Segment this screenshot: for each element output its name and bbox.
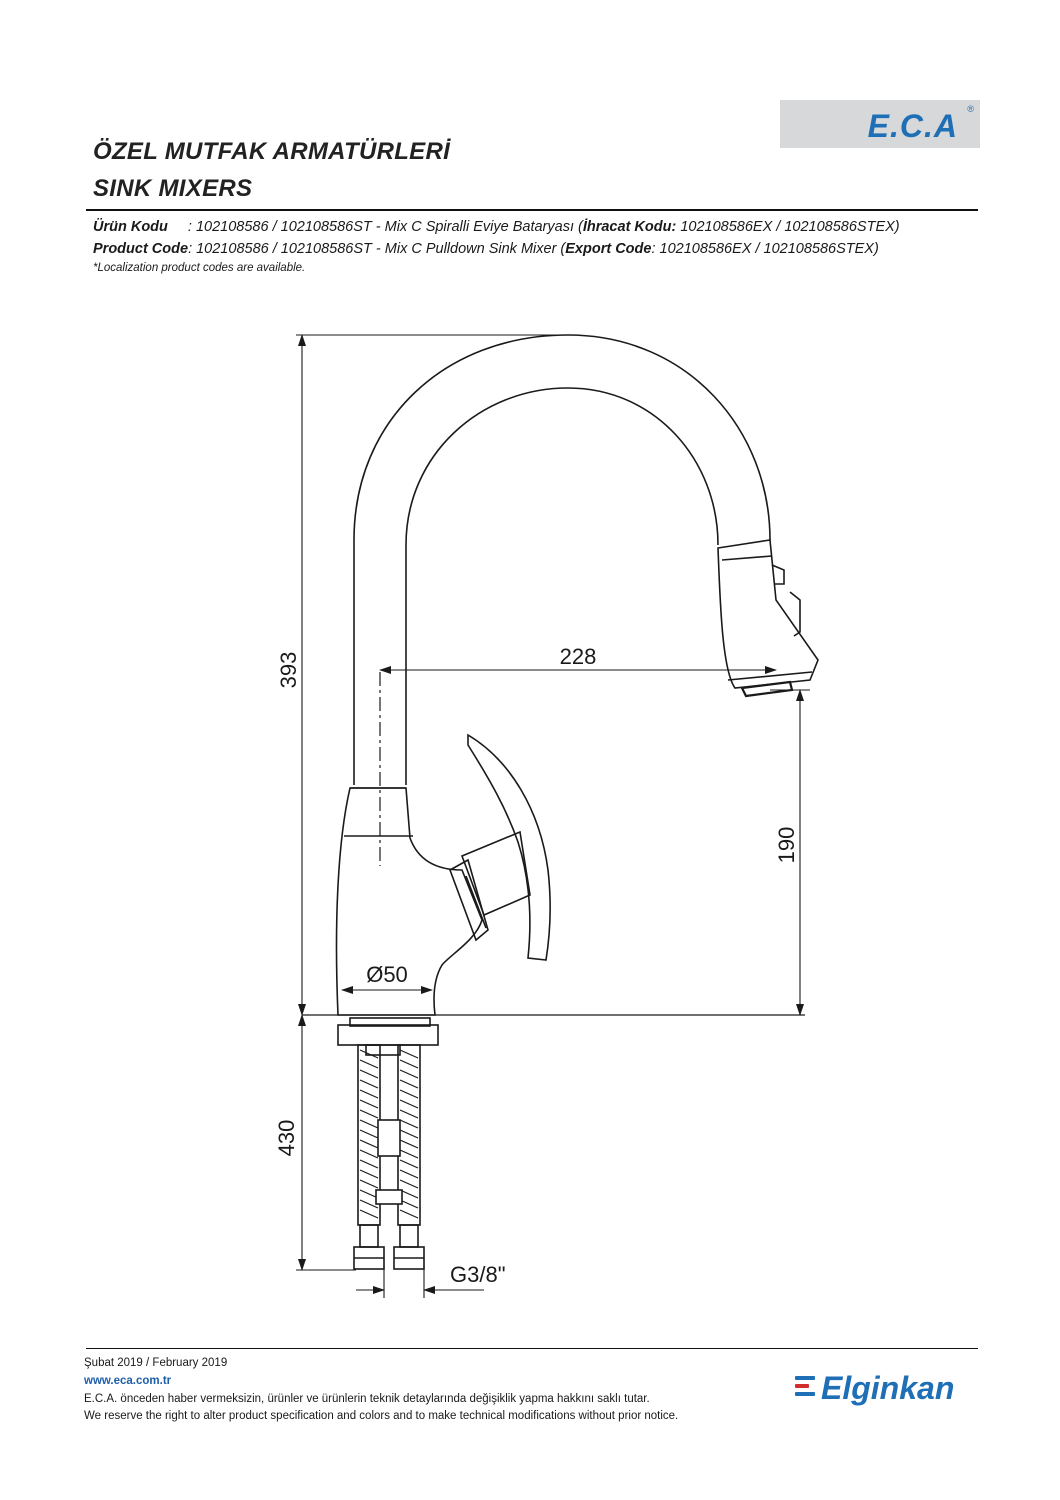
export-code-tr-codes: 102108586EX / 102108586STEX) [676, 219, 900, 235]
dim-hose-length: 430 [274, 1119, 299, 1157]
dim-reach: 228 [559, 644, 597, 669]
technical-drawing [0, 300, 1060, 1310]
product-code-tr [93, 219, 900, 235]
footer-divider [86, 1348, 978, 1349]
footer-date: Şubat 2019 / February 2019 [84, 1357, 228, 1369]
export-code-en-codes: : 102108586EX / 102108586STEX) [651, 241, 879, 257]
dim-base-diameter: Ø50 [366, 962, 408, 987]
mixer-body [337, 788, 483, 1015]
footer-disclaimer-en: We reserve the right to alter product specification and colors and to make technical modifications without prior notice. [84, 1410, 679, 1422]
dimension-lines [296, 335, 810, 1298]
export-code-tr-label: İhracat Kodu: [582, 219, 677, 235]
spout-inner [406, 388, 718, 785]
mixer-lever [468, 735, 550, 960]
product-code-en-label: Product Code [93, 241, 189, 257]
footer-disclaimer-tr: E.C.A. önceden haber vermeksizin, ürünler ve ürünlerin teknik detaylarında değişiklik yapma hakkını saklı tutar. [84, 1393, 650, 1405]
spout-outer [354, 335, 770, 785]
localization-note: *Localization product codes are available. [93, 262, 306, 274]
eca-logo [780, 100, 980, 148]
dim-spout-height: 190 [774, 826, 799, 864]
product-code-en [93, 241, 879, 257]
elginkan-mark-icon [795, 1376, 815, 1402]
elginkan-logo-text: Elginkan [821, 1370, 955, 1406]
dim-connection: G3/8" [450, 1262, 506, 1287]
eca-logo-text: E.C.A [867, 108, 958, 144]
dim-height-total: 393 [276, 651, 301, 689]
pulldown-head [718, 540, 818, 688]
header-divider [86, 209, 978, 211]
footer-website-link[interactable]: www.eca.com.tr [84, 1375, 172, 1387]
page-title-tr: ÖZEL MUTFAK ARMATÜRLERİ [93, 138, 451, 165]
export-code-en-label: Export Code [565, 241, 652, 257]
flex-hoses [354, 1045, 424, 1269]
product-code-tr-codes: : 102108586 / 102108586ST - Mix C Spiralli Eviye Bataryası ( [187, 219, 583, 235]
faucet-outline [302, 335, 818, 1269]
registered-mark: ® [967, 104, 974, 114]
product-code-tr-label: Ürün Kodu [93, 219, 168, 235]
product-code-en-codes: : 102108586 / 102108586ST - Mix C Pulldown Sink Mixer ( [188, 241, 566, 257]
page-title-en: SINK MIXERS [93, 175, 253, 202]
